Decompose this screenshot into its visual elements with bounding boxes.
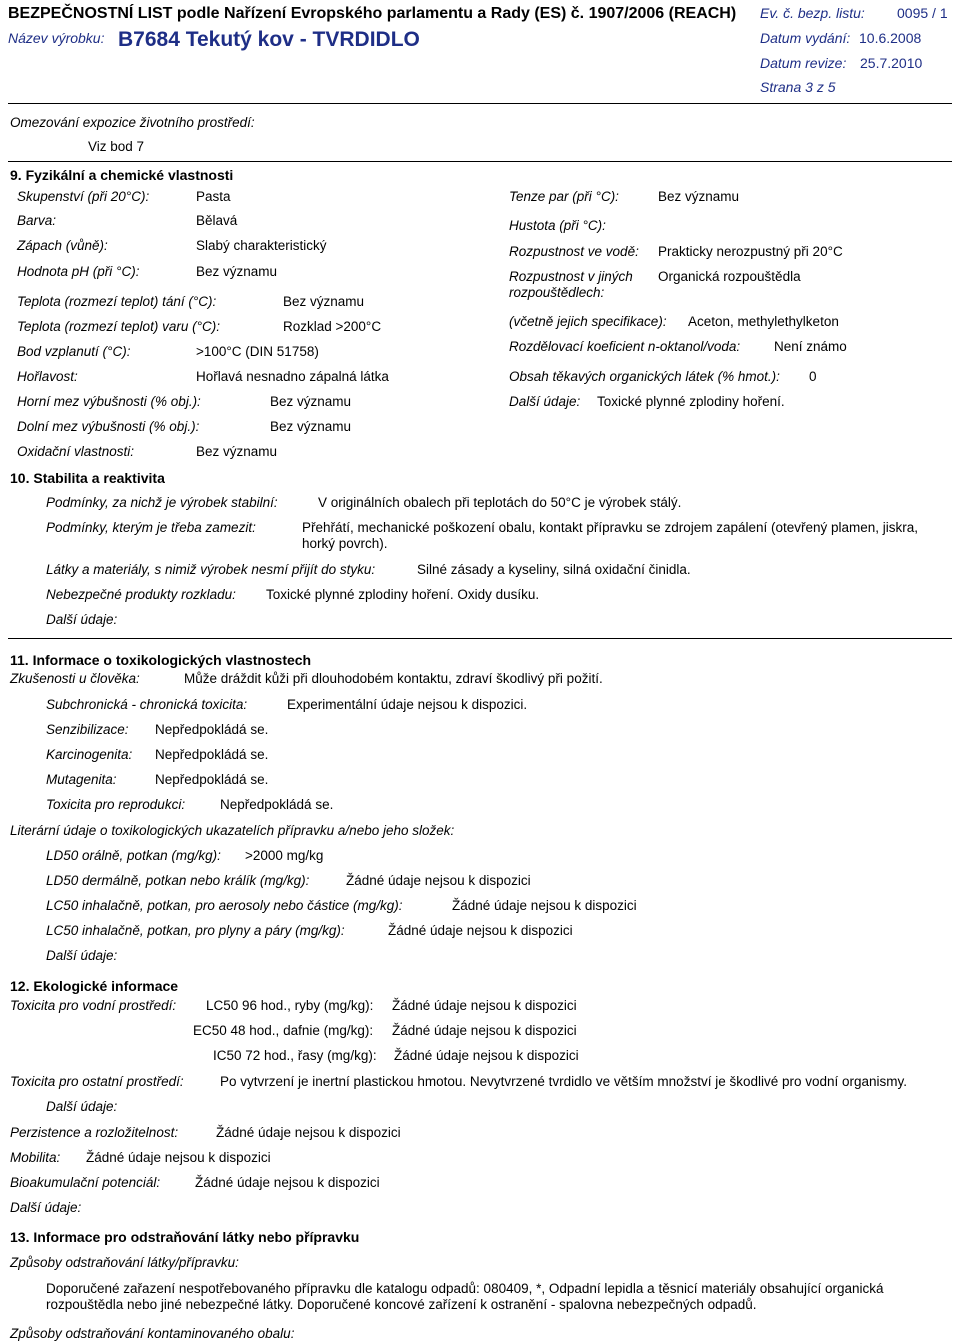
human-experience-label: Zkušenosti u člověka: bbox=[10, 671, 140, 686]
upper-explosion-value: Bez významu bbox=[270, 394, 352, 409]
oxidizing-value: Bez významu bbox=[196, 444, 278, 459]
section-11-title: 11. Informace o toxikologických vlastnostech bbox=[10, 652, 312, 668]
sensitization-label: Senzibilizace: bbox=[46, 722, 129, 737]
oxidizing-label: Oxidační vlastnosti: bbox=[17, 444, 135, 459]
section-divider bbox=[8, 161, 952, 162]
document-title: BEZPEČNOSTNÍ LIST podle Nařízení Evropského parlamentu a Rady (ES) č. 1907/2006 (REACH) bbox=[8, 5, 737, 22]
color-value: Bělavá bbox=[196, 213, 238, 228]
ph-label: Hodnota pH (při °C): bbox=[17, 264, 140, 279]
lower-explosion-value: Bez významu bbox=[270, 419, 352, 434]
carcinogenicity-value: Nepředpokládá se. bbox=[155, 747, 269, 762]
issue-date-value: 10.6.2008 bbox=[859, 30, 922, 46]
mutagenicity-value: Nepředpokládá se. bbox=[155, 772, 269, 787]
avoid-conditions-value: Přehřátí, mechanické poškození obalu, kontakt přípravku se zdrojem zapálení (otevřený plamen, jiskra, horký povrch). bbox=[302, 520, 919, 552]
ec50-value: Žádné údaje nejsou k dispozici bbox=[392, 1023, 577, 1038]
sds-number-value: 0095 / 1 bbox=[897, 5, 948, 21]
water-solubility-label: Rozpustnost ve vodě: bbox=[509, 244, 639, 259]
lc50-gas-value: Žádné údaje nejsou k dispozici bbox=[388, 923, 573, 938]
s12-other-label-2: Další údaje: bbox=[10, 1200, 82, 1215]
chronic-toxicity-value: Experimentální údaje nejsou k dispozici. bbox=[287, 697, 528, 712]
s9-other-value: Toxické plynné zplodiny hoření. bbox=[597, 394, 785, 409]
solvent-solubility-label: Rozpustnost v jiných rozpouštědlech: bbox=[509, 269, 633, 301]
disposal-methods-label: Způsoby odstraňování látky/přípravku: bbox=[10, 1255, 239, 1270]
s10-other-label: Další údaje: bbox=[46, 612, 118, 627]
ic50-label: IC50 72 hod., řasy (mg/kg): bbox=[213, 1048, 377, 1063]
sensitization-value: Nepředpokládá se. bbox=[155, 722, 269, 737]
melting-value: Bez významu bbox=[283, 294, 365, 309]
persistence-value: Žádné údaje nejsou k dispozici bbox=[216, 1125, 401, 1140]
section-13-title: 13. Informace pro odstraňování látky nebo přípravku bbox=[10, 1229, 360, 1245]
flammability-value: Hořlavá nesnadno zápalná látka bbox=[196, 369, 389, 384]
boiling-label: Teplota (rozmezí teplot) varu (°C): bbox=[17, 319, 220, 334]
product-name-label: Název výrobku: bbox=[8, 30, 105, 46]
env-exposure-value: Viz bod 7 bbox=[88, 139, 145, 154]
other-environment-value: Po vytvrzení je inertní plastickou hmotou. Nevytvrzené tvrdidlo ve větším množství je škodlivé pro vodní organismy. bbox=[220, 1074, 908, 1089]
mutagenicity-label: Mutagenita: bbox=[46, 772, 117, 787]
bioaccumulation-value: Žádné údaje nejsou k dispozici bbox=[195, 1175, 380, 1190]
mobility-label: Mobilita: bbox=[10, 1150, 61, 1165]
voc-label: Obsah těkavých organických látek (% hmot.): bbox=[509, 369, 780, 384]
reproductive-toxicity-label: Toxicita pro reprodukci: bbox=[46, 797, 186, 812]
env-exposure-label: Omezování expozice životního prostředí: bbox=[10, 115, 255, 130]
bioaccumulation-label: Bioakumulační potenciál: bbox=[10, 1175, 161, 1190]
other-environment-label: Toxicita pro ostatní prostředí: bbox=[10, 1074, 184, 1089]
boiling-value: Rozklad >200°C bbox=[283, 319, 382, 334]
avoid-conditions-label: Podmínky, kterým je třeba zamezit: bbox=[46, 520, 256, 535]
section-divider bbox=[8, 638, 952, 639]
specification-value: Aceton, methylethylketon bbox=[688, 314, 839, 329]
color-label: Barva: bbox=[17, 213, 57, 228]
lower-explosion-label: Dolní mez výbušnosti (% obj.): bbox=[17, 419, 200, 434]
ph-value: Bez významu bbox=[196, 264, 278, 279]
ld50-dermal-value: Žádné údaje nejsou k dispozici bbox=[346, 873, 531, 888]
decomposition-products-label: Nebezpečné produkty rozkladu: bbox=[46, 587, 236, 602]
solvent-solubility-value: Organická rozpouštědla bbox=[658, 269, 801, 284]
lc50-gas-label: LC50 inhalačně, potkan, pro plyny a páry (mg/kg): bbox=[46, 923, 345, 938]
melting-label: Teplota (rozmezí teplot) tání (°C): bbox=[17, 294, 217, 309]
decomposition-products-value: Toxické plynné zplodiny hoření. Oxidy dusíku. bbox=[266, 587, 540, 602]
issue-date-label: Datum vydání: bbox=[760, 30, 851, 46]
product-name: B7684 Tekutý kov - TVRDIDLO bbox=[118, 28, 420, 51]
density-label: Hustota (při °C): bbox=[509, 218, 606, 233]
partition-coefficient-value: Není známo bbox=[774, 339, 847, 354]
odor-value: Slabý charakteristický bbox=[196, 238, 327, 253]
stable-conditions-value: V originálních obalech při teplotách do 50°C je výrobek stálý. bbox=[318, 495, 682, 510]
specification-label: (včetně jejich specifikace): bbox=[509, 314, 667, 329]
reproductive-toxicity-value: Nepředpokládá se. bbox=[220, 797, 334, 812]
incompatible-materials-value: Silné zásady a kyseliny, silná oxidační činidla. bbox=[417, 562, 691, 577]
vapor-pressure-label: Tenze par (při °C): bbox=[509, 189, 619, 204]
flash-point-label: Bod vzplanutí (°C): bbox=[17, 344, 131, 359]
section-12-title: 12. Ekologické informace bbox=[10, 978, 179, 994]
s9-other-label: Další údaje: bbox=[509, 394, 581, 409]
persistence-label: Perzistence a rozložitelnost: bbox=[10, 1125, 179, 1140]
flash-point-value: >100°C (DIN 51758) bbox=[196, 344, 319, 359]
state-value: Pasta bbox=[196, 189, 231, 204]
stable-conditions-label: Podmínky, za nichž je výrobek stabilní: bbox=[46, 495, 278, 510]
lc50-fish-label: LC50 96 hod., ryby (mg/kg): bbox=[206, 998, 374, 1013]
partition-coefficient-label: Rozdělovací koeficient n-oktanol/voda: bbox=[509, 339, 741, 354]
ec50-label: EC50 48 hod., dafnie (mg/kg): bbox=[193, 1023, 374, 1038]
page-number: Strana 3 z 5 bbox=[760, 79, 836, 95]
mobility-value: Žádné údaje nejsou k dispozici bbox=[86, 1150, 271, 1165]
odor-label: Zápach (vůně): bbox=[17, 238, 108, 253]
header-divider bbox=[8, 103, 952, 104]
carcinogenicity-label: Karcinogenita: bbox=[46, 747, 133, 762]
ic50-value: Žádné údaje nejsou k dispozici bbox=[394, 1048, 579, 1063]
s12-other-label-1: Další údaje: bbox=[46, 1099, 118, 1114]
ld50-oral-label: LD50 orálně, potkan (mg/kg): bbox=[46, 848, 221, 863]
vapor-pressure-value: Bez významu bbox=[658, 189, 740, 204]
lc50-aerosol-label: LC50 inhalačně, potkan, pro aerosoly nebo částice (mg/kg): bbox=[46, 898, 403, 913]
flammability-label: Hořlavost: bbox=[17, 369, 78, 384]
literature-data-label: Literární údaje o toxikologických ukazatelích přípravku a/nebo jeho složek: bbox=[10, 823, 455, 838]
section-10-title: 10. Stabilita a reaktivita bbox=[10, 470, 165, 486]
s11-other-label: Další údaje: bbox=[46, 948, 118, 963]
human-experience-value: Může dráždit kůži při dlouhodobém kontaktu, zdraví škodlivý při požití. bbox=[184, 671, 603, 686]
voc-value: 0 bbox=[809, 369, 817, 384]
section-9-title: 9. Fyzikální a chemické vlastnosti bbox=[10, 167, 234, 183]
revision-date-value: 25.7.2010 bbox=[860, 55, 923, 71]
sds-number-label: Ev. č. bezp. listu: bbox=[760, 5, 865, 21]
upper-explosion-label: Horní mez výbušnosti (% obj.): bbox=[17, 394, 201, 409]
incompatible-materials-label: Látky a materiály, s nimiž výrobek nesmí přijít do styku: bbox=[46, 562, 376, 577]
disposal-methods-value: Doporučené zařazení nespotřebovaného přípravku dle katalogu odpadů: 080409, *, Odpadní lepidla a těsnicí materiály obsahující organická rozpouštědla nebo jiné nebezpečné látky. Doporučené koncové zařízení k ostranění - spalovna nebezpečných odpadů. bbox=[46, 1281, 884, 1313]
packaging-disposal-label: Způsoby odstraňování kontaminovaného obalu: bbox=[10, 1326, 295, 1341]
ld50-oral-value: >2000 mg/kg bbox=[245, 848, 324, 863]
revision-date-label: Datum revize: bbox=[760, 55, 847, 71]
lc50-fish-value: Žádné údaje nejsou k dispozici bbox=[392, 998, 577, 1013]
chronic-toxicity-label: Subchronická - chronická toxicita: bbox=[46, 697, 248, 712]
ld50-dermal-label: LD50 dermálně, potkan nebo králík (mg/kg): bbox=[46, 873, 310, 888]
lc50-aerosol-value: Žádné údaje nejsou k dispozici bbox=[452, 898, 637, 913]
state-label: Skupenství (při 20°C): bbox=[17, 189, 150, 204]
water-solubility-value: Prakticky nerozpustný při 20°C bbox=[658, 244, 843, 259]
aquatic-toxicity-label: Toxicita pro vodní prostředí: bbox=[10, 998, 177, 1013]
